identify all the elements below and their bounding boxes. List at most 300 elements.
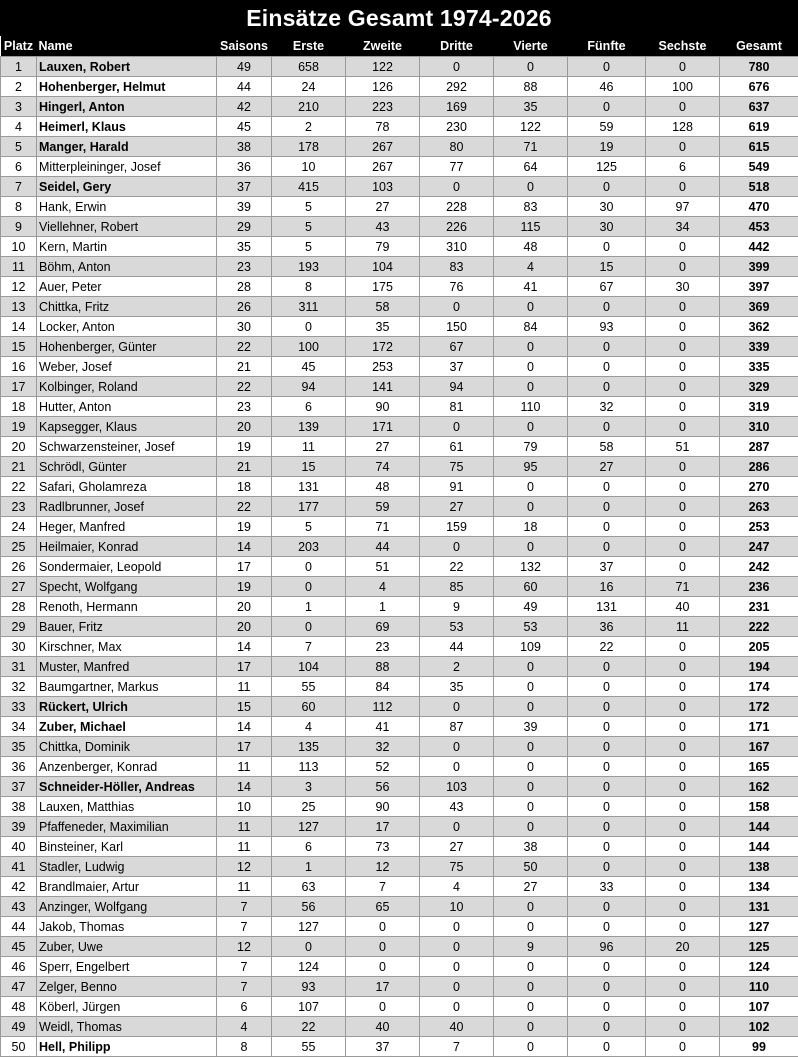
cell-fuenfte: 0: [568, 817, 646, 837]
cell-platz: 31: [1, 657, 37, 677]
cell-zweite: 90: [346, 397, 420, 417]
table-row: [1, 757, 798, 777]
cell-fuenfte: 58: [568, 437, 646, 457]
cell-fuenfte: 27: [568, 457, 646, 477]
cell-gesamt: 362: [720, 317, 798, 337]
cell-platz: 20: [1, 437, 37, 457]
cell-name: Baumgartner, Markus: [37, 677, 217, 697]
table-row: [1, 997, 798, 1017]
cell-sechste: 0: [646, 297, 720, 317]
cell-erste: 15: [272, 457, 346, 477]
cell-name: Schneider-Höller, Andreas: [37, 777, 217, 797]
cell-platz: 41: [1, 857, 37, 877]
cell-zweite: 90: [346, 797, 420, 817]
cell-zweite: 267: [346, 137, 420, 157]
cell-gesamt: 335: [720, 357, 798, 377]
table-row: [1, 797, 798, 817]
cell-name: Kirschner, Max: [37, 637, 217, 657]
cell-saisons: 21: [217, 457, 272, 477]
cell-fuenfte: 22: [568, 637, 646, 657]
cell-platz: 13: [1, 297, 37, 317]
cell-platz: 32: [1, 677, 37, 697]
cell-gesamt: 676: [720, 77, 798, 97]
cell-saisons: 17: [217, 657, 272, 677]
cell-fuenfte: 0: [568, 777, 646, 797]
cell-zweite: 27: [346, 197, 420, 217]
table-row: [1, 337, 798, 357]
cell-zweite: 23: [346, 637, 420, 657]
cell-zweite: 88: [346, 657, 420, 677]
cell-sechste: 0: [646, 837, 720, 857]
cell-dritte: 43: [420, 797, 494, 817]
cell-gesamt: 194: [720, 657, 798, 677]
table-row: [1, 937, 798, 957]
cell-erste: 5: [272, 217, 346, 237]
cell-sechste: 0: [646, 737, 720, 757]
cell-gesamt: 242: [720, 557, 798, 577]
cell-name: Manger, Harald: [37, 137, 217, 157]
cell-platz: 6: [1, 157, 37, 177]
header-row: [1, 36, 798, 57]
cell-name: Viellehner, Robert: [37, 217, 217, 237]
cell-saisons: 44: [217, 77, 272, 97]
cell-dritte: 91: [420, 477, 494, 497]
cell-name: Sperr, Engelbert: [37, 957, 217, 977]
cell-name: Hutter, Anton: [37, 397, 217, 417]
cell-dritte: 0: [420, 917, 494, 937]
cell-dritte: 0: [420, 997, 494, 1017]
cell-saisons: 19: [217, 577, 272, 597]
cell-gesamt: 286: [720, 457, 798, 477]
cell-gesamt: 124: [720, 957, 798, 977]
cell-erste: 658: [272, 57, 346, 77]
cell-dritte: 27: [420, 837, 494, 857]
cell-saisons: 29: [217, 217, 272, 237]
cell-sechste: 0: [646, 57, 720, 77]
table-row: [1, 1017, 798, 1037]
cell-zweite: 223: [346, 97, 420, 117]
cell-gesamt: 236: [720, 577, 798, 597]
cell-zweite: 51: [346, 557, 420, 577]
cell-platz: 36: [1, 757, 37, 777]
cell-erste: 8: [272, 277, 346, 297]
cell-gesamt: 780: [720, 57, 798, 77]
cell-sechste: 100: [646, 77, 720, 97]
cell-platz: 49: [1, 1017, 37, 1037]
table-row: [1, 697, 798, 717]
cell-platz: 45: [1, 937, 37, 957]
cell-gesamt: 158: [720, 797, 798, 817]
cell-vierte: 110: [494, 397, 568, 417]
cell-fuenfte: 0: [568, 717, 646, 737]
cell-fuenfte: 33: [568, 877, 646, 897]
table-row: [1, 1037, 798, 1057]
table-row: [1, 857, 798, 877]
cell-name: Pfaffeneder, Maximilian: [37, 817, 217, 837]
table-row: [1, 217, 798, 237]
cell-zweite: 65: [346, 897, 420, 917]
cell-dritte: 159: [420, 517, 494, 537]
cell-sechste: 0: [646, 477, 720, 497]
cell-name: Lauxen, Robert: [37, 57, 217, 77]
cell-saisons: 14: [217, 537, 272, 557]
table-row: [1, 657, 798, 677]
cell-zweite: 175: [346, 277, 420, 297]
cell-platz: 11: [1, 257, 37, 277]
cell-zweite: 48: [346, 477, 420, 497]
cell-dritte: 87: [420, 717, 494, 737]
cell-erste: 10: [272, 157, 346, 177]
cell-name: Hohenberger, Günter: [37, 337, 217, 357]
cell-erste: 1: [272, 597, 346, 617]
cell-sechste: 0: [646, 317, 720, 337]
cell-platz: 22: [1, 477, 37, 497]
table-row: [1, 97, 798, 117]
cell-fuenfte: 0: [568, 737, 646, 757]
cell-dritte: 75: [420, 857, 494, 877]
cell-dritte: 44: [420, 637, 494, 657]
cell-saisons: 10: [217, 797, 272, 817]
cell-gesamt: 174: [720, 677, 798, 697]
table-row: [1, 817, 798, 837]
table-row: [1, 537, 798, 557]
cell-erste: 6: [272, 397, 346, 417]
cell-vierte: 0: [494, 697, 568, 717]
cell-sechste: 0: [646, 457, 720, 477]
cell-name: Zuber, Michael: [37, 717, 217, 737]
cell-zweite: 17: [346, 817, 420, 837]
cell-vierte: 0: [494, 797, 568, 817]
cell-saisons: 20: [217, 597, 272, 617]
cell-vierte: 60: [494, 577, 568, 597]
cell-gesamt: 127: [720, 917, 798, 937]
cell-fuenfte: 0: [568, 297, 646, 317]
cell-saisons: 7: [217, 957, 272, 977]
cell-gesamt: 171: [720, 717, 798, 737]
cell-fuenfte: 16: [568, 577, 646, 597]
cell-platz: 18: [1, 397, 37, 417]
cell-fuenfte: 0: [568, 797, 646, 817]
cell-sechste: 0: [646, 917, 720, 937]
cell-vierte: 0: [494, 377, 568, 397]
cell-dritte: 10: [420, 897, 494, 917]
cell-erste: 25: [272, 797, 346, 817]
cell-erste: 113: [272, 757, 346, 777]
cell-erste: 1: [272, 857, 346, 877]
cell-vierte: 95: [494, 457, 568, 477]
table-body: [1, 57, 798, 1057]
cell-sechste: 0: [646, 677, 720, 697]
cell-saisons: 11: [217, 837, 272, 857]
cell-erste: 3: [272, 777, 346, 797]
cell-sechste: 128: [646, 117, 720, 137]
cell-platz: 14: [1, 317, 37, 337]
table-row: [1, 477, 798, 497]
cell-vierte: 83: [494, 197, 568, 217]
cell-zweite: 32: [346, 737, 420, 757]
cell-zweite: 103: [346, 177, 420, 197]
cell-sechste: 0: [646, 497, 720, 517]
cell-dritte: 226: [420, 217, 494, 237]
cell-platz: 43: [1, 897, 37, 917]
cell-gesamt: 167: [720, 737, 798, 757]
cell-name: Hingerl, Anton: [37, 97, 217, 117]
cell-vierte: 88: [494, 77, 568, 97]
cell-fuenfte: 0: [568, 677, 646, 697]
cell-zweite: 171: [346, 417, 420, 437]
cell-fuenfte: 0: [568, 697, 646, 717]
table-row: [1, 777, 798, 797]
cell-zweite: 35: [346, 317, 420, 337]
cell-erste: 0: [272, 937, 346, 957]
table-row: [1, 117, 798, 137]
column-header-platz: Platz: [1, 36, 37, 57]
cell-vierte: 79: [494, 437, 568, 457]
cell-name: Lauxen, Matthias: [37, 797, 217, 817]
cell-sechste: 0: [646, 857, 720, 877]
cell-gesamt: 110: [720, 977, 798, 997]
cell-gesamt: 615: [720, 137, 798, 157]
cell-gesamt: 205: [720, 637, 798, 657]
cell-gesamt: 138: [720, 857, 798, 877]
cell-name: Hank, Erwin: [37, 197, 217, 217]
cell-dritte: 81: [420, 397, 494, 417]
cell-gesamt: 442: [720, 237, 798, 257]
cell-vierte: 35: [494, 97, 568, 117]
cell-gesamt: 134: [720, 877, 798, 897]
table-row: [1, 577, 798, 597]
cell-erste: 100: [272, 337, 346, 357]
cell-saisons: 38: [217, 137, 272, 157]
cell-sechste: 0: [646, 757, 720, 777]
cell-zweite: 112: [346, 697, 420, 717]
cell-sechste: 51: [646, 437, 720, 457]
cell-zweite: 267: [346, 157, 420, 177]
cell-platz: 28: [1, 597, 37, 617]
cell-gesamt: 397: [720, 277, 798, 297]
cell-platz: 2: [1, 77, 37, 97]
cell-zweite: 141: [346, 377, 420, 397]
cell-dritte: 2: [420, 657, 494, 677]
cell-erste: 139: [272, 417, 346, 437]
cell-dritte: 4: [420, 877, 494, 897]
cell-fuenfte: 0: [568, 897, 646, 917]
cell-name: Schrödl, Günter: [37, 457, 217, 477]
cell-erste: 11: [272, 437, 346, 457]
cell-sechste: 0: [646, 997, 720, 1017]
cell-saisons: 37: [217, 177, 272, 197]
table-row: [1, 717, 798, 737]
cell-saisons: 6: [217, 997, 272, 1017]
table-row: [1, 917, 798, 937]
cell-saisons: 14: [217, 637, 272, 657]
cell-vierte: 0: [494, 497, 568, 517]
cell-erste: 6: [272, 837, 346, 857]
cell-name: Binsteiner, Karl: [37, 837, 217, 857]
cell-name: Muster, Manfred: [37, 657, 217, 677]
cell-vierte: 38: [494, 837, 568, 857]
table-row: [1, 977, 798, 997]
cell-saisons: 49: [217, 57, 272, 77]
table-row: [1, 677, 798, 697]
cell-gesamt: 263: [720, 497, 798, 517]
cell-erste: 0: [272, 317, 346, 337]
cell-gesamt: 125: [720, 937, 798, 957]
cell-sechste: 0: [646, 177, 720, 197]
cell-erste: 203: [272, 537, 346, 557]
cell-dritte: 27: [420, 497, 494, 517]
cell-gesamt: 329: [720, 377, 798, 397]
cell-dritte: 169: [420, 97, 494, 117]
cell-name: Köberl, Jürgen: [37, 997, 217, 1017]
cell-name: Schwarzensteiner, Josef: [37, 437, 217, 457]
cell-name: Seidel, Gery: [37, 177, 217, 197]
cell-sechste: 0: [646, 137, 720, 157]
cell-vierte: 41: [494, 277, 568, 297]
table-row: [1, 197, 798, 217]
cell-zweite: 74: [346, 457, 420, 477]
cell-name: Chittka, Fritz: [37, 297, 217, 317]
cell-platz: 35: [1, 737, 37, 757]
cell-vierte: 0: [494, 737, 568, 757]
cell-zweite: 59: [346, 497, 420, 517]
cell-saisons: 22: [217, 497, 272, 517]
cell-zweite: 27: [346, 437, 420, 457]
cell-platz: 1: [1, 57, 37, 77]
cell-zweite: 0: [346, 937, 420, 957]
cell-gesamt: 102: [720, 1017, 798, 1037]
cell-platz: 7: [1, 177, 37, 197]
cell-gesamt: 518: [720, 177, 798, 197]
cell-erste: 22: [272, 1017, 346, 1037]
table-row: [1, 597, 798, 617]
cell-dritte: 37: [420, 357, 494, 377]
cell-erste: 5: [272, 237, 346, 257]
cell-platz: 5: [1, 137, 37, 157]
cell-saisons: 17: [217, 737, 272, 757]
cell-name: Specht, Wolfgang: [37, 577, 217, 597]
cell-saisons: 28: [217, 277, 272, 297]
cell-erste: 56: [272, 897, 346, 917]
cell-dritte: 61: [420, 437, 494, 457]
cell-fuenfte: 59: [568, 117, 646, 137]
cell-gesamt: 172: [720, 697, 798, 717]
cell-saisons: 7: [217, 917, 272, 937]
cell-saisons: 36: [217, 157, 272, 177]
cell-saisons: 20: [217, 417, 272, 437]
cell-dritte: 35: [420, 677, 494, 697]
cell-vierte: 0: [494, 537, 568, 557]
cell-zweite: 44: [346, 537, 420, 557]
table-row: [1, 177, 798, 197]
cell-sechste: 0: [646, 1017, 720, 1037]
cell-sechste: 0: [646, 337, 720, 357]
cell-erste: 104: [272, 657, 346, 677]
cell-gesamt: 144: [720, 817, 798, 837]
cell-platz: 17: [1, 377, 37, 397]
cell-sechste: 0: [646, 777, 720, 797]
cell-sechste: 0: [646, 697, 720, 717]
cell-gesamt: 339: [720, 337, 798, 357]
cell-vierte: 0: [494, 977, 568, 997]
cell-zweite: 4: [346, 577, 420, 597]
table-row: [1, 377, 798, 397]
cell-dritte: 310: [420, 237, 494, 257]
cell-sechste: 0: [646, 557, 720, 577]
cell-fuenfte: 0: [568, 997, 646, 1017]
cell-dritte: 0: [420, 177, 494, 197]
table-row: [1, 277, 798, 297]
cell-name: Mitterpleininger, Josef: [37, 157, 217, 177]
cell-vierte: 0: [494, 677, 568, 697]
cell-saisons: 39: [217, 197, 272, 217]
cell-erste: 415: [272, 177, 346, 197]
cell-erste: 124: [272, 957, 346, 977]
table-row: [1, 957, 798, 977]
cell-fuenfte: 93: [568, 317, 646, 337]
cell-name: Hohenberger, Helmut: [37, 77, 217, 97]
cell-erste: 135: [272, 737, 346, 757]
cell-sechste: 0: [646, 97, 720, 117]
cell-erste: 5: [272, 197, 346, 217]
table-row: [1, 457, 798, 477]
cell-name: Radlbrunner, Josef: [37, 497, 217, 517]
cell-vierte: 0: [494, 917, 568, 937]
cell-platz: 30: [1, 637, 37, 657]
cell-platz: 27: [1, 577, 37, 597]
cell-saisons: 21: [217, 357, 272, 377]
cell-dritte: 67: [420, 337, 494, 357]
cell-dritte: 80: [420, 137, 494, 157]
cell-fuenfte: 30: [568, 217, 646, 237]
cell-sechste: 0: [646, 537, 720, 557]
cell-fuenfte: 0: [568, 237, 646, 257]
cell-saisons: 23: [217, 397, 272, 417]
ranking-table: [0, 36, 798, 1057]
table-row: [1, 637, 798, 657]
cell-vierte: 0: [494, 357, 568, 377]
cell-dritte: 40: [420, 1017, 494, 1037]
cell-saisons: 7: [217, 977, 272, 997]
cell-saisons: 30: [217, 317, 272, 337]
cell-gesamt: 131: [720, 897, 798, 917]
table-row: [1, 57, 798, 77]
cell-sechste: 0: [646, 657, 720, 677]
cell-vierte: 132: [494, 557, 568, 577]
cell-zweite: 41: [346, 717, 420, 737]
cell-saisons: 22: [217, 377, 272, 397]
cell-fuenfte: 0: [568, 57, 646, 77]
cell-sechste: 0: [646, 957, 720, 977]
cell-dritte: 0: [420, 937, 494, 957]
cell-gesamt: 637: [720, 97, 798, 117]
cell-gesamt: 144: [720, 837, 798, 857]
cell-dritte: 0: [420, 297, 494, 317]
cell-sechste: 0: [646, 257, 720, 277]
cell-platz: 3: [1, 97, 37, 117]
cell-gesamt: 107: [720, 997, 798, 1017]
cell-gesamt: 399: [720, 257, 798, 277]
cell-sechste: 6: [646, 157, 720, 177]
cell-name: Rückert, Ulrich: [37, 697, 217, 717]
cell-vierte: 0: [494, 57, 568, 77]
cell-zweite: 40: [346, 1017, 420, 1037]
cell-saisons: 17: [217, 557, 272, 577]
cell-dritte: 0: [420, 817, 494, 837]
cell-erste: 55: [272, 677, 346, 697]
cell-saisons: 14: [217, 717, 272, 737]
cell-vierte: 0: [494, 897, 568, 917]
